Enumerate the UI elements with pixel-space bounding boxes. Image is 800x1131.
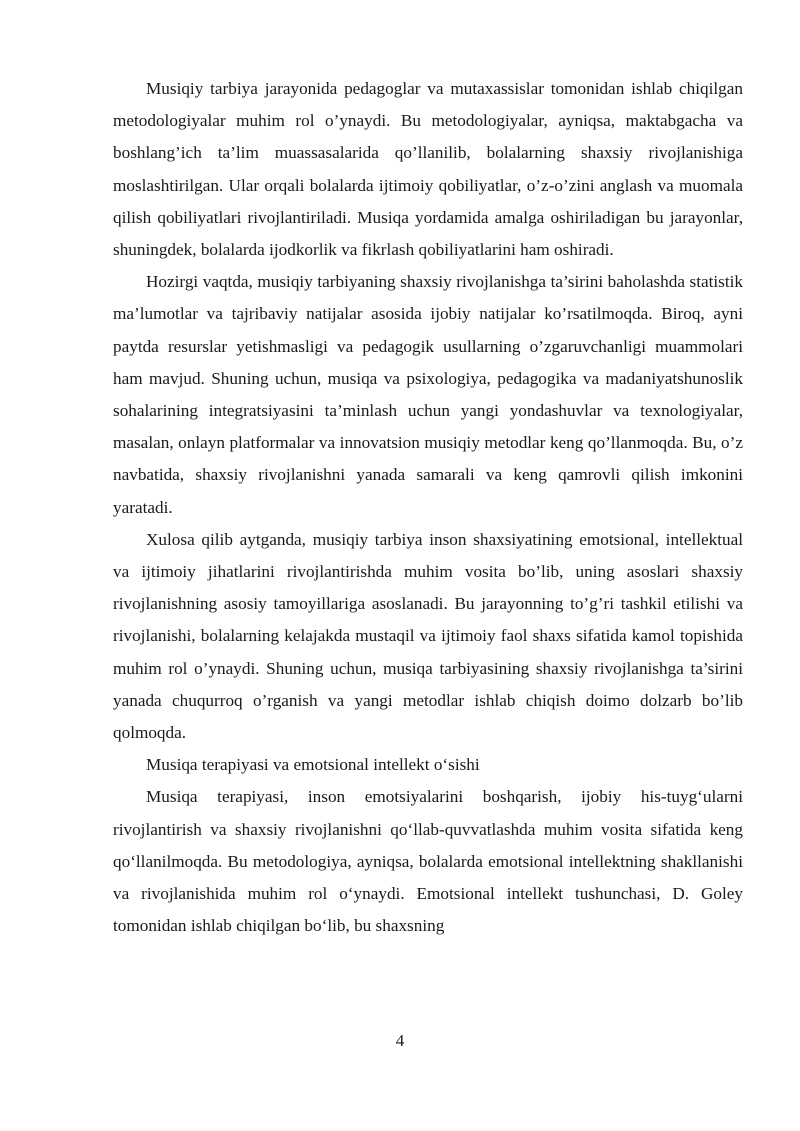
paragraph-3: Xulosa qilib aytganda, musiqiy tarbiya inson shaxsiyatining emotsional, intellektual va ijtimoiy jihatlarini rivojlantirishda muhim vosita bo’lib, uning asoslari shaxsiy rivojlanishning asosiy tamoyillariga asoslanadi. Bu jarayonning to’g’ri tashkil etilishi va rivojlanishi, bolalarning kelajakda mustaqil va ijtimoiy faol shaxs sifatida kamol topishida muhim rol o’ynaydi. Shuning uchun, musiqa tarbiyasining shaxsiy rivojlanishga ta’sirini yanada chuqurroq o’rganish va yangi metodlar ishlab chiqish doimo dolzarb bo’lib qolmoqda. xyxy=(113,529,743,743)
page-number: 4 xyxy=(395,1031,405,1050)
paragraph-1: Musiqiy tarbiya jarayonida pedagoglar va mutaxassislar tomonidan ishlab chiqilgan metodologiyalar muhim rol o’ynaydi. Bu metodologiyalar, ayniqsa, maktabgacha va boshlang’ich ta’lim muassasalarida qo’llanilib, bolalarning shaxsiy rivojlanishiga moslashtirilgan. Ular orqali bolalarda ijtimoiy qobiliyatlar, o’z-o’zini anglash va muomala qilish qobiliyatlari rivojlantiriladi. Musiqa yordamida amalga oshiriladigan bu jarayonlar, shuningdek, bolalarda ijodkorlik va fikrlash qobiliyatlarini ham oshiradi. xyxy=(113,79,743,260)
document-body xyxy=(113,73,743,942)
paragraph-2: Hozirgi vaqtda, musiqiy tarbiyaning shaxsiy rivojlanishga ta’sirini baholashda statistik ma’lumotlar va tajribaviy natijalar asosida ijobiy natijalar ko’rsatilmoqda. Biroq, ayni paytda resurslar yetishmasligi va pedagogik usullarning o’zgaruvchanligi muammolari ham mavjud. Shuning uchun, musiqa va psixologiya, pedagogika va madaniyatshunoslik sohalarining integratsiyasini ta’minlash uchun yangi yondashuvlar va texnologiyalar, masalan, onlayn platformalar va innovatsion musiqiy metodlar keng qo’llanmoqda. Bu, o’z navbatida, shaxsiy rivojlanishni yanada samarali va keng qamrovli qilish imkonini yaratadi. xyxy=(113,272,743,517)
paragraph-4: Musiqa terapiyasi, inson emotsiyalarini boshqarish, ijobiy his-tuyg‘ularni rivojlantirish va shaxsiy rivojlanishni qo‘llab-quvvatlashda muhim vosita sifatida keng qo‘llanilmoqda. Bu metodologiya, ayniqsa, bolalarda emotsional intellektning shakllanishi va rivojlanishida muhim rol o‘ynaydi. Emotsional intellekt tushunchasi, D. Goley tomonidan ishlab chiqilgan bo‘lib, bu shaxsning xyxy=(113,787,743,936)
section-heading: Musiqa terapiyasi va emotsional intellekt o‘sishi xyxy=(146,755,480,775)
